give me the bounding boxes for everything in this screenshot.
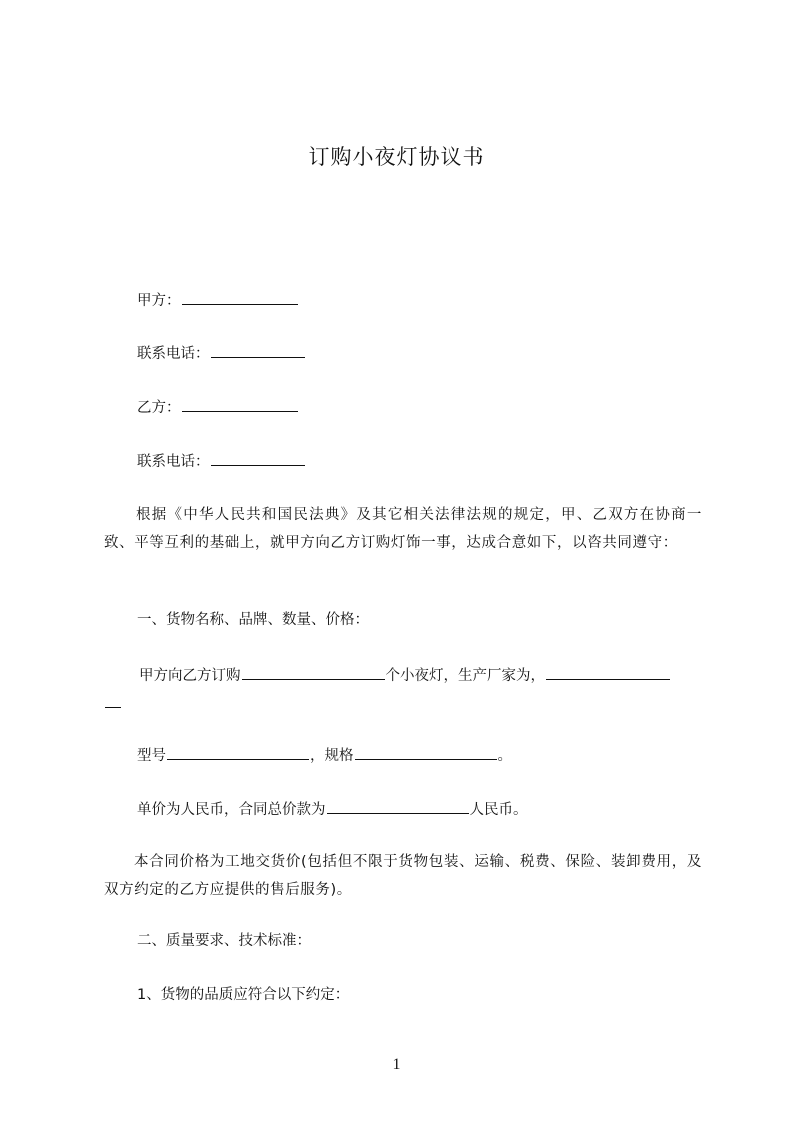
- order-text-b: 个小夜灯，生产厂家为，: [385, 668, 545, 684]
- total-price-blank[interactable]: [327, 798, 469, 814]
- order-line: [139, 664, 671, 687]
- order-quantity-blank[interactable]: [242, 664, 385, 680]
- party-a-phone-line: [137, 342, 306, 365]
- party-b-phone-blank[interactable]: [211, 450, 305, 466]
- party-b-line: [137, 396, 299, 419]
- party-b-blank[interactable]: [182, 396, 298, 412]
- party-b-label: 乙方：: [137, 400, 181, 416]
- party-a-line: [137, 289, 299, 312]
- spec-label: ，规格: [310, 748, 354, 764]
- unit-price-text-a: 单价为人民币，合同总价款为: [137, 802, 326, 818]
- manufacturer-blank[interactable]: [546, 664, 670, 680]
- spec-end: 。: [497, 748, 512, 764]
- order-text-a: 甲方向乙方订购: [139, 668, 241, 684]
- party-a-label: 甲方：: [137, 293, 181, 309]
- section-1-heading: 一、货物名称、品牌、数量、价格：: [137, 612, 369, 628]
- unit-price-text-b: 人民币。: [469, 802, 528, 818]
- party-a-blank[interactable]: [182, 289, 298, 305]
- model-blank[interactable]: [167, 744, 309, 760]
- model-label: 型号: [137, 748, 166, 764]
- clause-2-1: 1、货物的品质应符合以下约定：: [137, 987, 350, 1003]
- party-a-phone-label: 联系电话：: [137, 346, 210, 362]
- order-line-continued: [104, 692, 122, 715]
- party-a-phone-blank[interactable]: [211, 342, 305, 358]
- section-2-heading: 二、质量要求、技术标准：: [137, 933, 311, 949]
- model-spec-line: [137, 744, 512, 767]
- party-b-phone-line: [137, 450, 306, 473]
- spec-blank[interactable]: [355, 744, 497, 760]
- party-b-phone-label: 联系电话：: [137, 454, 210, 470]
- unit-price-line: [137, 798, 528, 821]
- page-number: 1: [392, 1056, 401, 1073]
- manufacturer-blank-continued[interactable]: [105, 692, 121, 708]
- document-title: 订购小夜灯协议书: [308, 145, 485, 169]
- preamble-paragraph: 根据《中华人民共和国民法典》及其它相关法律法规的规定，甲、乙双方在协商一致、平等互利的基础上，就甲方向乙方订购灯饰一事，达成合意如下，以咨共同遵守：: [104, 507, 702, 551]
- price-terms-paragraph: 本合同价格为工地交货价(包括但不限于货物包装、运输、税费、保险、装卸费用，及双方约定的乙方应提供的售后服务)。: [104, 854, 702, 898]
